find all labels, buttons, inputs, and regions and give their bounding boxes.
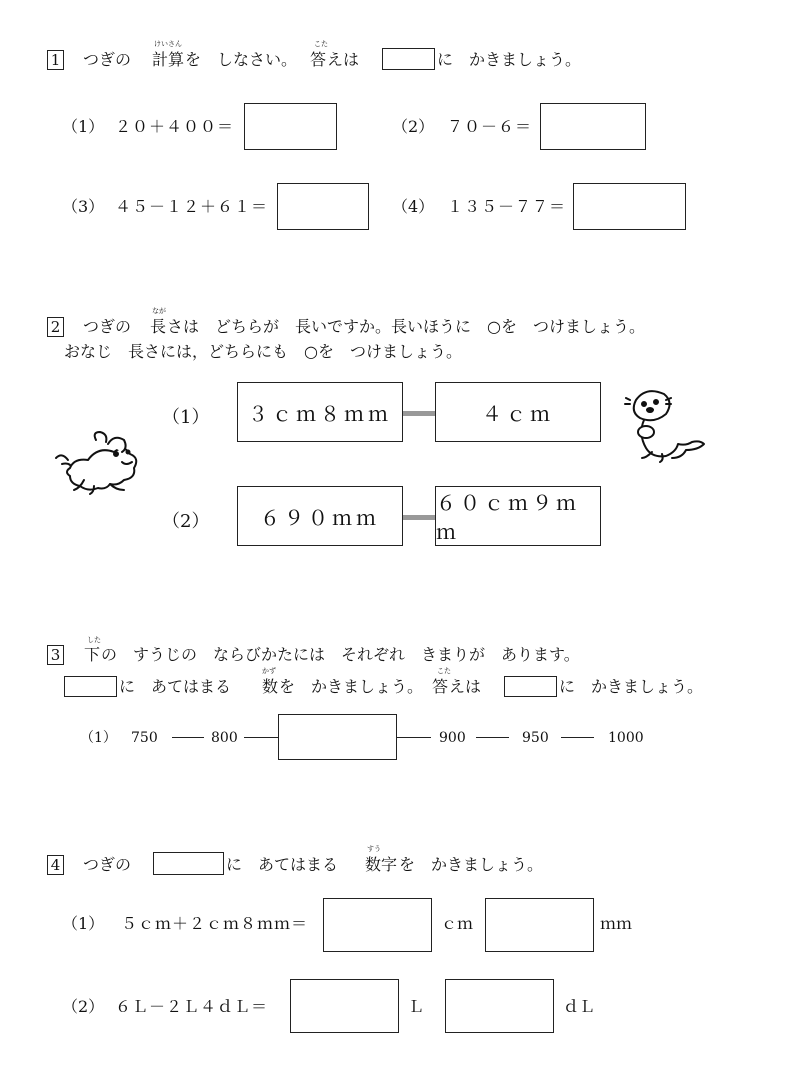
q1-instruction-kanji: 計算 [152, 50, 185, 69]
q3-line2-a: に あてはまる [119, 677, 232, 696]
dog-illustration [48, 428, 158, 500]
q4-instruction-c: を かきましょう。 [399, 855, 544, 874]
q3-sample-box-1 [64, 676, 117, 697]
q2-line1-a: つぎの [83, 317, 132, 336]
q1-instruction-c: えは [327, 50, 360, 69]
q2-row2-label: （2） [162, 511, 210, 532]
q2-row2-left-option[interactable]: ６９０ｍｍ [237, 486, 403, 546]
q3-line2-d: に かきましょう。 [559, 677, 704, 696]
q4-item1-unit1: ｃｍ [441, 914, 474, 933]
q2-row2-right-option[interactable]: ６０ｃｍ９ｍｍ [435, 486, 601, 546]
q2-row1-left-option[interactable]: ３ｃｍ８ｍｍ [237, 382, 403, 442]
q3-ruby-kazu: かず [262, 667, 276, 675]
q4-item2-expr: ６Ｌ－２Ｌ４ｄＬ＝ [115, 997, 269, 1016]
q3-line1: の すうじの ならびかたには それぞれ きまりが あります。 [101, 645, 580, 664]
q3-dash-4 [476, 737, 509, 738]
q4-item2-answer-box-2[interactable] [445, 979, 554, 1033]
q2-line1-b: さは どちらが 長いですか。長いほうに ○を つけましょう。 [167, 317, 645, 336]
q2-row2-connector [403, 515, 435, 520]
question-number-4: 4 [47, 855, 64, 875]
q3-item1-label: （1） [80, 730, 117, 746]
q1-item4-expr: １３５－７７＝ [447, 197, 567, 216]
q3-seq-2: 800 [211, 730, 238, 746]
q3-seq-3: 900 [439, 730, 466, 746]
q1-item4-label: （4） [392, 197, 435, 216]
question-number-3: 3 [47, 645, 64, 665]
q2-row1-connector [403, 411, 435, 416]
q3-line2-kanji: 数 [262, 677, 279, 696]
q4-instruction-kanji: 数字 [365, 855, 398, 874]
q3-line2-b: を かきましょう。 [279, 677, 424, 696]
q1-ruby-kota: こた [314, 40, 328, 48]
q2-line2: おなじ 長さには，どちらにも ○を つけましょう。 [64, 342, 462, 361]
q3-dash-1 [172, 737, 204, 738]
q4-item1-answer-box-2[interactable] [485, 898, 594, 952]
q1-item4-answer-box[interactable] [573, 183, 686, 230]
q1-item3-label: （3） [62, 197, 105, 216]
q1-item1-expr: ２０＋４００＝ [115, 117, 235, 136]
q4-item1-unit2: ｍｍ [600, 914, 633, 933]
q3-seq-4: 950 [522, 730, 549, 746]
sample-answer-box [382, 48, 435, 70]
q1-item2-expr: ７０－６＝ [447, 117, 533, 136]
q3-item1-answer-box[interactable] [278, 714, 397, 760]
q3-dash-3 [397, 737, 431, 738]
q4-item2-answer-box-1[interactable] [290, 979, 399, 1033]
question-number-2: 2 [47, 317, 64, 337]
q4-item2-unit1: Ｌ [408, 997, 425, 1016]
q4-sample-box [153, 852, 224, 875]
q2-line1-kanji: 長 [150, 317, 167, 336]
q3-line2-c: えは [449, 677, 482, 696]
q3-line1-kanji: 下 [84, 645, 101, 664]
q1-instruction-d: に かきましょう。 [437, 50, 582, 69]
q1-item2-answer-box[interactable] [540, 103, 646, 150]
q3-ruby-shita: した [87, 636, 101, 644]
q1-instruction-kanji2: 答 [310, 50, 327, 69]
q1-item3-expr: ４５－１２＋６１＝ [115, 197, 269, 216]
q4-instruction-b: に あてはまる [226, 855, 339, 874]
q1-item2-label: （2） [392, 117, 435, 136]
q3-seq-1: 750 [131, 730, 158, 746]
q3-line2-kanji2: 答 [432, 677, 449, 696]
q4-item2-label: （2） [62, 997, 105, 1016]
q3-ruby-kota: こた [437, 667, 451, 675]
q1-item1-label: （1） [62, 117, 105, 136]
q4-instruction-a: つぎの [83, 855, 132, 874]
q2-row1-label: （1） [162, 407, 210, 428]
q1-ruby-keisan: けいさん [154, 40, 182, 48]
q1-item3-answer-box[interactable] [277, 183, 369, 230]
q3-dash-5 [561, 737, 594, 738]
otter-illustration [622, 386, 722, 466]
q4-item1-answer-box-1[interactable] [323, 898, 432, 952]
q4-item1-label: （1） [62, 914, 105, 933]
q2-row1-right-option[interactable]: ４ｃｍ [435, 382, 601, 442]
q4-item1-expr: ５ｃｍ＋２ｃｍ８ｍｍ＝ [121, 914, 309, 933]
question-number-1: 1 [47, 50, 64, 70]
q4-ruby-suu: すう [367, 845, 381, 853]
q3-sample-box-2 [504, 676, 557, 697]
q1-item1-answer-box[interactable] [244, 103, 337, 150]
q3-seq-5: 1000 [608, 730, 644, 746]
q2-ruby-naga: なが [152, 307, 166, 315]
q1-instruction-b: を しなさい。 [185, 50, 298, 69]
q4-item2-unit2: ｄＬ [563, 997, 596, 1016]
q1-instruction-a: つぎの [83, 50, 132, 69]
q3-dash-2 [244, 737, 278, 738]
